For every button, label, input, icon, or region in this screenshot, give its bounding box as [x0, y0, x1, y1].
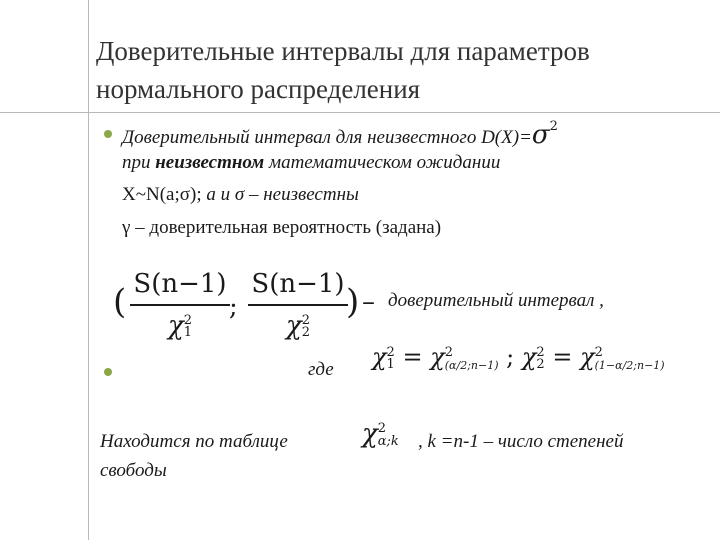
where-label: где	[308, 359, 334, 380]
unknowns-text: a и σ – неизвестны	[201, 184, 359, 205]
formula-semicolon: ;	[229, 292, 238, 322]
bullet1-line2-post: математическом ожидании	[264, 152, 501, 173]
sigma-symbol: σ	[531, 120, 550, 150]
formula-dash: –	[362, 287, 375, 317]
frame-vertical-line	[88, 0, 89, 540]
fraction-upper-numerator: S(n−1)	[251, 269, 345, 299]
fraction-upper	[248, 268, 348, 342]
bullet1-line2-pre: при	[122, 152, 156, 173]
frame-horizontal-line	[0, 112, 720, 113]
chi1-symbol: χ	[372, 343, 387, 371]
fraction-lower-denominator: χ 2 1	[167, 310, 193, 341]
chi-one-minus-alpha-half-symbol: χ	[580, 343, 595, 371]
formula-close-paren: )	[346, 282, 360, 322]
bullet1-line1	[122, 120, 558, 150]
chi2-symbol: χ	[521, 343, 537, 371]
bullet1-line3	[122, 184, 359, 206]
slide-title: Доверительные интервалы для параметров нормального распределения	[96, 36, 590, 104]
bullet-icon	[104, 130, 112, 138]
distribution-text: X~N(a;σ);	[122, 184, 202, 205]
fraction-lower-bar	[130, 304, 230, 306]
fraction-upper-bar	[248, 304, 348, 306]
bullet1-line4: γ – доверительная вероятность (задана)	[122, 217, 442, 238]
quantile-formulas: χ 2 1 = χ 2 (α/2;n−1) ; χ 2 2 = χ 2 (1−α/2;n−1)	[372, 343, 665, 372]
freedom-text: свободы	[100, 460, 167, 481]
sigma-exponent: 2	[549, 118, 558, 134]
fraction-lower-numerator: S(n−1)	[133, 269, 227, 299]
interval-caption: доверительный интервал ,	[388, 290, 604, 311]
bullet-icon	[104, 368, 112, 376]
bullet1-line2	[122, 152, 500, 174]
fraction-upper-denominator: χ 2 2	[285, 310, 311, 341]
bullet1-line2-bold: неизвестном	[155, 152, 265, 173]
degrees-text: , k =n-1 – число степеней	[418, 431, 624, 452]
table-text: Находится по таблице	[100, 431, 288, 452]
bullet1-line1-text: Доверительный интервал для неизвестного D(X)=	[122, 127, 532, 148]
formula-open-paren: (	[113, 282, 127, 322]
chi-alpha-half-symbol: χ	[430, 343, 445, 371]
fraction-lower	[130, 268, 230, 342]
chi-table-symbol: χ 2 α;k	[362, 419, 399, 449]
